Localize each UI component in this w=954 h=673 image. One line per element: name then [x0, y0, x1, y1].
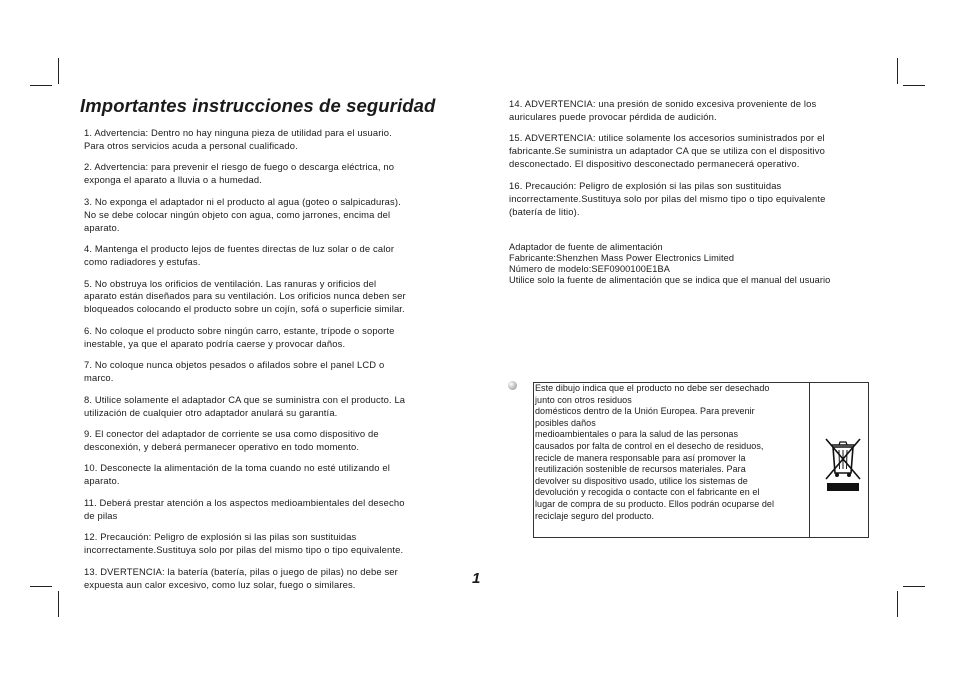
instruction-item: 4. Mantenga el producto lejos de fuentes directas de luz solar o de calor como radiadores y estufas. [84, 243, 395, 268]
instruction-item: 11. Deberá prestar atención a los aspectos medioambientales del desecho de pilas [84, 496, 405, 521]
instruction-item: 1. Advertencia: Dentro no hay ninguna pieza de utilidad para el usuario. Para otros servicios acuda a personal cualificado. [84, 127, 392, 151]
adapter-info-line: Utilice solo la fuente de alimentación que se indica que el manual del usuario [509, 275, 831, 285]
crop-mark [58, 58, 59, 84]
crop-mark [30, 586, 52, 587]
bullet-icon [508, 381, 517, 390]
weee-line: medioambientales o para la salud de las personas [535, 429, 739, 440]
instruction-item: 9. El conector del adaptador de corriente se usa como dispositivo de desconexión, y deberá permanecer operativo en todo momento. [84, 428, 379, 452]
weee-line: devolución y recogida o contacte con el fabricante en el [535, 487, 760, 498]
instruction-item: 10. Desconecte la alimentación de la toma cuando no esté utilizando el aparato. [84, 462, 390, 487]
weee-divider [809, 383, 810, 537]
weee-line: junto con otros residuos [535, 394, 632, 405]
weee-line: posibles daños [535, 417, 596, 428]
weee-line: recicle de manera responsable para así promover la [535, 452, 746, 463]
weee-line: reutilización sostenible de recursos materiales. Para [535, 464, 746, 475]
crop-mark [903, 586, 925, 587]
crop-mark [897, 58, 898, 84]
adapter-info-line: Adaptador de fuente de alimentación [509, 242, 663, 252]
instruction-item: 3. No exponga el adaptador ni el producto al agua (goteo o salpicaduras). No se debe colocar ningún objeto con agua, como jarrones, encima del aparato. [84, 195, 401, 233]
weee-notice-box [533, 382, 869, 538]
instruction-item: 6. No coloque el producto sobre ningún carro, estante, trípode o soporte inestable, ya que el aparato podría caerse y provocar daños. [84, 324, 395, 349]
weee-line: devolver su dispositivo usado, utilice los sistemas de [535, 475, 748, 486]
instruction-item: 16. Precaución: Peligro de explosión si las pilas son sustituidas incorrectamente.Sustituya solo por pilas del mismo tipo o tipo equivalente (batería de litio). [509, 179, 826, 217]
left-instructions-column [84, 127, 436, 600]
weee-line: reciclaje seguro del producto. [535, 510, 655, 521]
weee-line: Este dibujo indica que el producto no debe ser desechado [535, 383, 770, 393]
instruction-item: 14. ADVERTENCIA: una presión de sonido excesiva proveniente de los auriculares puede provocar pérdida de audición. [509, 98, 817, 122]
adapter-info-line: Número de modelo:SEF0900100E1BA [509, 264, 670, 274]
weee-line: lugar de compra de su producto. Ellos podrán ocuparse del [535, 498, 774, 509]
adapter-info-line: Fabricante:Shenzhen Mass Power Electronics Limited [509, 253, 735, 263]
crop-mark [30, 85, 52, 86]
crop-mark [897, 591, 898, 617]
weee-notice-text [535, 383, 807, 522]
power-adapter-info [509, 242, 889, 286]
crossed-out-wheelie-bin-icon [824, 435, 862, 493]
crop-mark [58, 591, 59, 617]
page-number: 1 [472, 570, 481, 587]
weee-line: domésticos dentro de la Unión Europea. Para prevenir [535, 406, 755, 417]
instruction-item: 5. No obstruya los orificios de ventilación. Las ranuras y orificios del aparato están diseñados para su ventilación. Los orificios nunca deben ser bloqueados colocando el producto sobre un cojín, sofá o superficie similar. [84, 277, 406, 315]
instruction-item: 2. Advertencia: para prevenir el riesgo de fuego o descarga eléctrica, no exponga el aparato a lluvia o a humedad. [84, 161, 395, 186]
instruction-item: 7. No coloque nunca objetos pesados o afilados sobre el panel LCD o marco. [84, 359, 385, 384]
instruction-item: 13. DVERTENCIA: la batería (batería, pilas o juego de pilas) no debe ser expuesta aun calor excesivo, como luz solar, fuego o similares. [84, 565, 398, 590]
page-title: Importantes instrucciones de seguridad [80, 95, 436, 116]
weee-line: causados por falta de control en el desecho de residuos, [535, 440, 764, 451]
crop-mark [903, 85, 925, 86]
instruction-item: 8. Utilice solamente el adaptador CA que se suministra con el producto. La utilización de cualquier otro adaptador anulará su garantía. [84, 393, 406, 418]
instruction-item: 12. Precaución: Peligro de explosión si las pilas son sustituidas incorrectamente.Sustituya solo por pilas del mismo tipo o tipo equivalente. [84, 531, 404, 556]
instruction-item: 15. ADVERTENCIA: utilice solamente los accesorios suministrados por el fabricante.Se suministra un adaptador CA que se utiliza con el dispositivo desconectado. El dispositivo desconectado permanecerá operativo. [509, 132, 825, 170]
right-instructions-column [509, 98, 871, 227]
